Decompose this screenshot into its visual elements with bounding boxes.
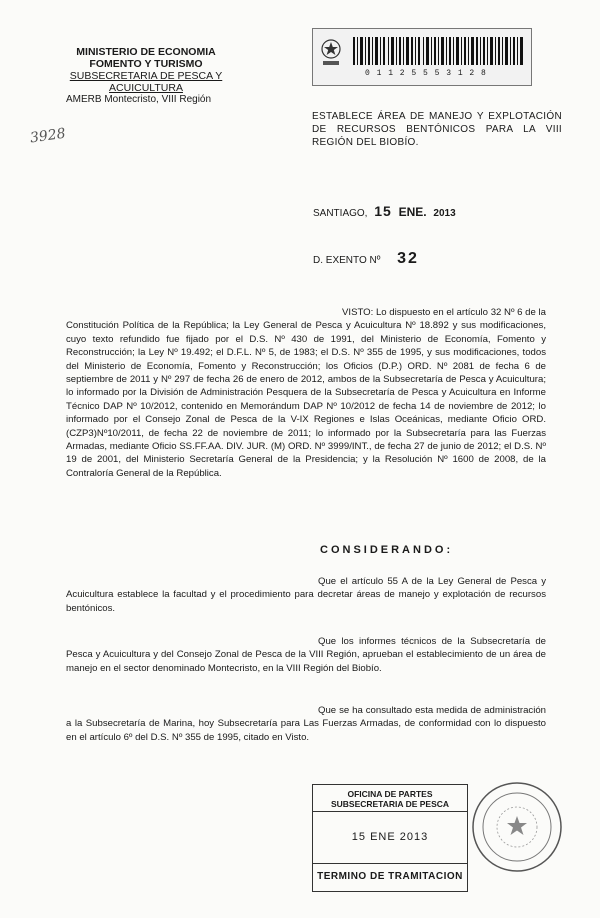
- date-month: ENE.: [398, 205, 427, 219]
- barcode-icon: [353, 37, 523, 65]
- barcode-label: [312, 28, 532, 86]
- office-stamp: [312, 784, 468, 892]
- date-year: 2013: [433, 208, 456, 219]
- subsecretaria-line-2: ACUICULTURA: [109, 82, 183, 94]
- ministry-line-1: MINISTERIO DE ECONOMIA: [76, 46, 216, 58]
- date-day: 15: [374, 203, 392, 219]
- round-seal-icon: [470, 780, 564, 874]
- date-label: SANTIAGO,: [313, 208, 368, 219]
- office-stamp-divider: [313, 811, 467, 812]
- barcode-number: 0 1 1 2 5 5 5 3 1 2 8: [365, 69, 487, 78]
- considerando-item: Que el artículo 55 A de la Ley General de Pesca y Acuicultura establece la facultad y el procedimiento para decretar áreas de manejo y explotación de recursos bentónicos.: [66, 576, 546, 614]
- exento-label: D. EXENTO Nº: [313, 255, 381, 266]
- ministry-header: [66, 46, 226, 106]
- date-line: [313, 203, 456, 219]
- office-stamp-line-2: SUBSECRETARIA DE PESCA: [330, 799, 450, 809]
- visto-paragraph: VISTO: Lo dispuesto en el artículo 32 Nº 6 de la Constitución Política de la República; la Ley General de Pesca y Acuicultura Nº 18.892 y sus modificaciones, cuyo texto refundido fue fijado por el D.S. Nº 430 de 1991, del Ministerio de Economía, Fomento y Reconstrucción; la Ley Nº 19.492; el D.F.L. Nº 5, de 1983; el D.S. Nº 355 de 1995, y sus modificaciones, todos del Ministerio de Economía, Fomento y Reconstrucción; los Oficios (D.P.) ORD. Nº 2081 de fecha 6 de septiembre de 2011 y Nº 297 de fecha 26 de enero de 2012, ambos de la Subsecretaría de Pesca y Acuicultura; lo informado por la División de Administración Pesquera de la Subsecretaría de Pesca y Acuicultura en Informe Técnico DAP Nº 10/2012, contenido en Memorándum DAP Nº 10/2012 de fecha 14 de noviembre de 2012; lo informado por el Consejo Zonal de Pesca de la V-IX Regiones e Islas Oceánicas, mediante Oficio ORD.(CZP3)Nº10/2011, de fecha 22 de noviembre de 2011; lo informado por la Subsecretaría para las Fuerzas Armadas, mediante Oficio SS.FF.AA. DIV. JUR. (M) ORD. Nº 3999/INT., de fecha 27 de junio de 2012; el D.S. Nº 19 de 2001, del Ministerio Secretaría General de la Presidencia; y la Resolución Nº 1600 de 2008, de la Contraloría General de la República.: [66, 307, 546, 479]
- office-stamp-date: 15 ENE 2013: [351, 831, 429, 843]
- considerando-item: Que se ha consultado esta medida de administración a la Subsecretaría de Marina, hoy Subsecretaría para Las Fuerzas Armadas, de conformidad con lo dispuesto en el artículo 6º del D.S. Nº 355 de 1995, citado en Visto.: [66, 705, 546, 743]
- subsecretaria-line-1: SUBSECRETARIA DE PESCA Y: [69, 70, 223, 82]
- ministry-line-2: FOMENTO Y TURISMO: [89, 58, 203, 70]
- chile-seal-icon: [319, 37, 343, 67]
- document-subject: ESTABLECE ÁREA DE MANEJO Y EXPLOTACIÓN DE RECURSOS BENTÓNICOS PARA LA VIII REGIÓN DEL BIOBÍO.: [312, 111, 562, 148]
- office-stamp-footer: TERMINO DE TRAMITACION: [317, 871, 463, 882]
- office-line: AMERB Montecristo, VIII Región: [66, 94, 212, 105]
- exento-line: [313, 250, 419, 268]
- handwritten-number: 3928: [29, 125, 67, 147]
- office-stamp-divider: [313, 863, 467, 864]
- considerando-heading: CONSIDERANDO:: [320, 544, 454, 556]
- considerando-item: Que los informes técnicos de la Subsecretaría de Pesca y Acuicultura y del Consejo Zonal de Pesca de la VIII Región, aprueban el establecimiento de un área de manejo en el sector denominado Montecristo, en la VIII Región del Biobío.: [66, 636, 546, 674]
- office-stamp-line-1: OFICINA DE PARTES: [347, 789, 433, 799]
- exento-number: 32: [397, 250, 419, 267]
